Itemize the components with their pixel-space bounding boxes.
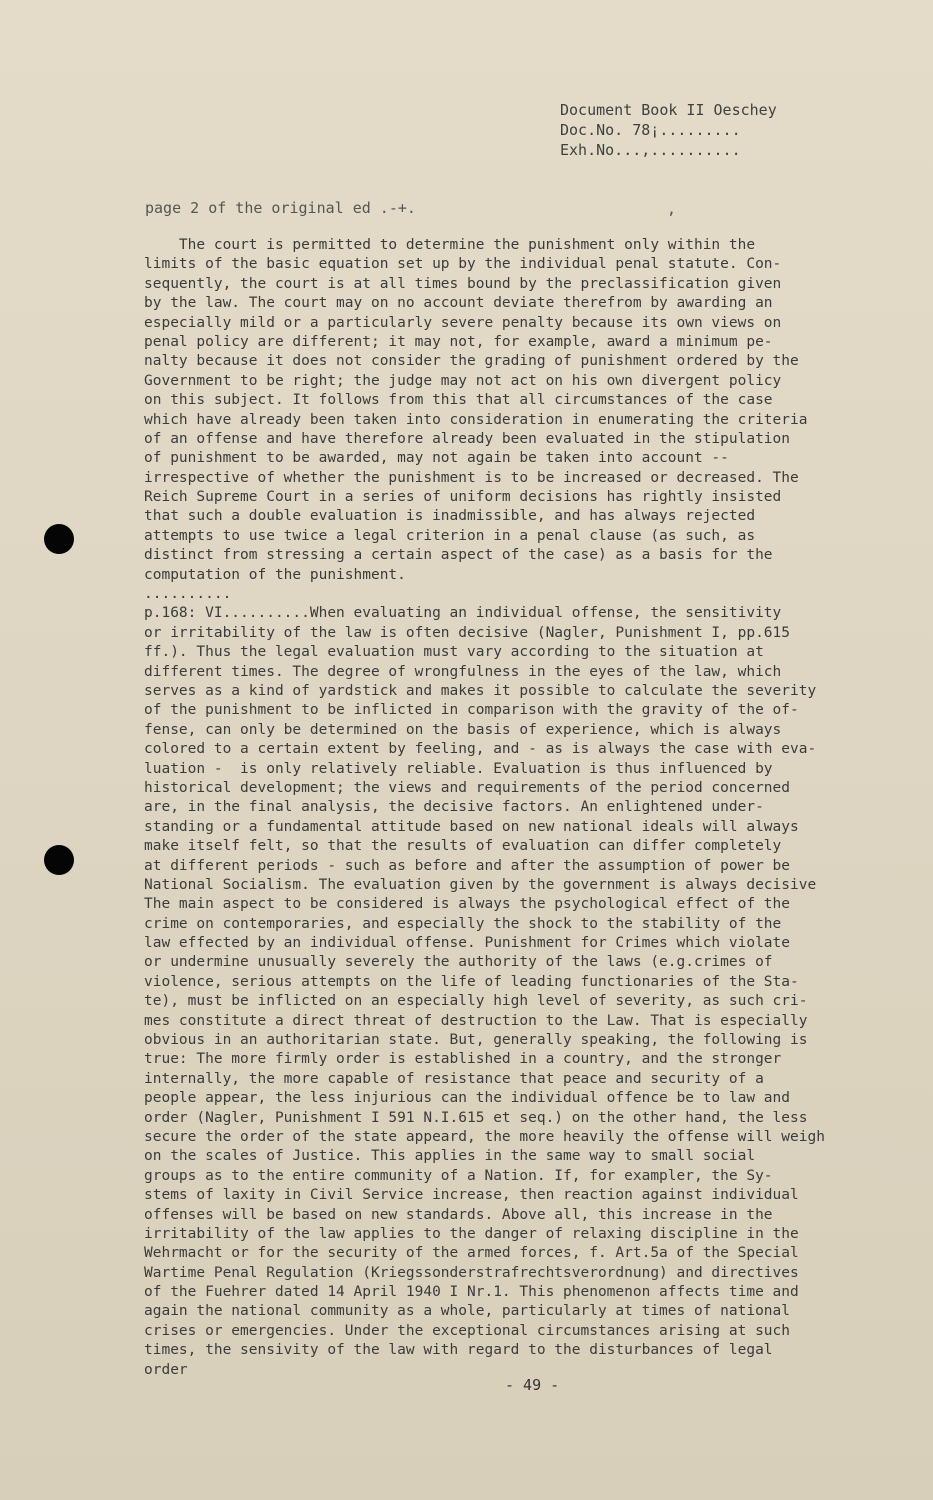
text-line: which have already been taken into consideration in enumerating the criteria <box>144 411 808 428</box>
text-line: order (Nagler, Punishment I 591 N.I.615 et seq.) on the other hand, the less <box>144 1109 808 1126</box>
text-line: Wartime Penal Regulation (Kriegssonderstrafrechtsverordnung) and directives <box>144 1264 799 1281</box>
text-line: obvious in an authoritarian state. But, generally speaking, the following is <box>144 1032 808 1049</box>
doc-number-line: Doc.No. 78¡......... <box>560 121 741 139</box>
text-line: standing or a fundamental attitude based on new national ideals will always <box>144 818 799 835</box>
text-line: order <box>144 1361 188 1378</box>
text-line: on the scales of Justice. This applies in the same way to small social <box>144 1148 756 1165</box>
text-line: nalty because it does not consider the grading of punishment ordered by the <box>144 353 799 370</box>
text-line: are, in the final analysis, the decisive factors. An enlightened under- <box>144 799 764 816</box>
document-book-line: Document Book II Oeschey <box>560 101 777 119</box>
text-line: historical development; the views and requirements of the period concerned <box>144 779 791 796</box>
text-line: computation of the punishment. <box>144 566 406 583</box>
text-line: The main aspect to be considered is always the psychological effect of the <box>144 896 791 913</box>
text-line: times, the sensivity of the law with regard to the disturbances of legal <box>144 1342 773 1359</box>
text-line: Government to be right; the judge may not act on his own divergent policy <box>144 372 782 389</box>
text-line: violence, serious attempts on the life of leading functionaries of the Sta- <box>144 973 799 990</box>
text-line: Wehrmacht or for the security of the armed forces, f. Art.5a of the Special <box>144 1245 799 1262</box>
text-line: true: The more firmly order is established in a country, and the stronger <box>144 1051 782 1068</box>
stray-mark: , <box>667 200 677 218</box>
punch-hole <box>44 524 74 554</box>
text-line: of punishment to be awarded, may not again be taken into account -- <box>144 450 729 467</box>
text-line: penal policy are different; it may not, for example, award a minimum pe- <box>144 333 773 350</box>
text-line: distinct from stressing a certain aspect of the case) as a basis for the <box>144 547 773 564</box>
exhibit-number-line: Exh.No...,.......... <box>560 141 741 159</box>
text-line: limits of the basic equation set up by the individual penal statute. Con- <box>144 256 782 273</box>
text-line: of the punishment to be inflicted in comparison with the gravity of the of- <box>144 702 799 719</box>
text-line: The court is permitted to determine the punishment only within the <box>144 237 756 253</box>
text-line: mes constitute a direct threat of destruction to the Law. That is especially <box>144 1012 808 1029</box>
text-line: groups as to the entire community of a Nation. If, for exampler, the Sy- <box>144 1167 773 1184</box>
text-line: of the Fuehrer dated 14 April 1940 I Nr.1. This phenomenon affects time and <box>144 1284 799 1301</box>
text-line: especially mild or a particularly severe penalty because its own views on <box>144 314 782 331</box>
text-line: attempts to use twice a legal criterion in a penal clause (as such, as <box>144 527 756 544</box>
text-line: or undermine unusually severely the authority of the laws (e.g.crimes of <box>144 954 773 971</box>
text-line: p.168: VI..........When evaluating an individual offense, the sensitivity <box>144 605 782 622</box>
text-line: Reich Supreme Court in a series of uniform decisions has rightly insisted <box>144 489 782 506</box>
text-line: offenses will be based on new standards. Above all, this increase in the <box>144 1206 773 1223</box>
text-line: .......... <box>144 586 232 603</box>
original-page-reference: page 2 of the original ed .-+. <box>145 199 416 217</box>
text-line: crime on contemporaries, and especially the shock to the stability of the <box>144 915 782 932</box>
text-line: make itself felt, so that the results of evaluation can differ completely <box>144 838 782 855</box>
text-line: irrespective of whether the punishment is to be increased or decreased. The <box>144 469 799 486</box>
text-line: that such a double evaluation is inadmissible, and has always rejected <box>144 508 756 525</box>
text-line: people appear, the less injurious can the individual offence be to law and <box>144 1090 791 1107</box>
page-number: - 49 - <box>505 1376 560 1394</box>
document-header <box>560 100 860 160</box>
text-line: of an offense and have therefore already been evaluated in the stipulation <box>144 430 791 447</box>
text-line: or irritability of the law is often decisive (Nagler, Punishment I, pp.615 <box>144 624 791 641</box>
text-line: by the law. The court may on no account deviate therefrom by awarding an <box>144 295 773 312</box>
text-line: National Socialism. The evaluation given by the government is always decisive <box>144 876 817 893</box>
text-line: stems of laxity in Civil Service increase, then reaction against individual <box>144 1187 799 1204</box>
text-line: crises or emergencies. Under the exceptional circumstances arising at such <box>144 1322 791 1339</box>
text-line: on this subject. It follows from this that all circumstances of the case <box>144 392 773 409</box>
text-line: internally, the more capable of resistance that peace and security of a <box>144 1070 764 1087</box>
document-body-text <box>144 236 904 1380</box>
text-line: fense, can only be determined on the basis of experience, which is always <box>144 721 782 738</box>
text-line: irritability of the law applies to the danger of relaxing discipline in the <box>144 1225 799 1242</box>
text-line: again the national community as a whole, particularly at times of national <box>144 1303 791 1320</box>
text-line: te), must be inflicted on an especially high level of severity, as such cri- <box>144 993 808 1010</box>
text-line: secure the order of the state appeard, the more heavily the offense will weigh <box>144 1128 825 1145</box>
text-line: ff.). Thus the legal evaluation must vary according to the situation at <box>144 644 764 661</box>
text-line: law effected by an individual offense. Punishment for Crimes which violate <box>144 935 791 952</box>
text-line: different times. The degree of wrongfulness in the eyes of the law, which <box>144 663 782 680</box>
text-line: sequently, the court is at all times bound by the preclassification given <box>144 275 782 292</box>
punch-hole <box>44 845 74 875</box>
text-line: serves as a kind of yardstick and makes it possible to calculate the severity <box>144 682 817 699</box>
text-line: luation - is only relatively reliable. Evaluation is thus influenced by <box>144 760 773 777</box>
text-line: at different periods - such as before and after the assumption of power be <box>144 857 791 874</box>
text-line: colored to a certain extent by feeling, and - as is always the case with eva- <box>144 741 817 758</box>
